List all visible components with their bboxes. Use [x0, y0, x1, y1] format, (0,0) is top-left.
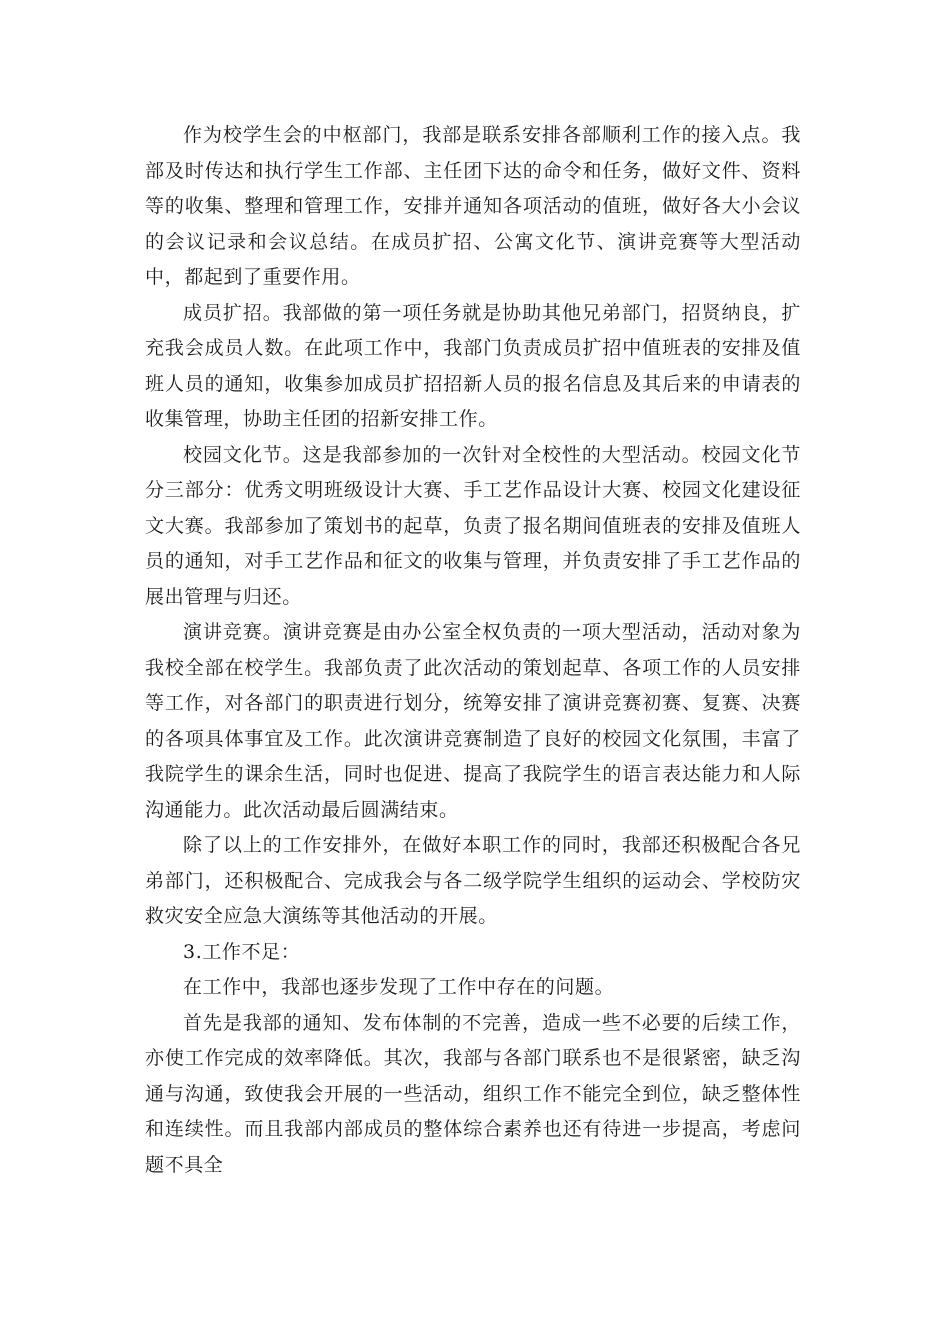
paragraph-other-activities: 除了以上的工作安排外，在做好本职工作的同时，我部还积极配合各兄弟部门，还积极配合、完成我会与各二级学院学生组织的运动会、学校防灾救灾安全应急大演练等其他活动的开展。 — [145, 834, 801, 927]
paragraph-intro: 作为校学生会的中枢部门，我部是联系安排各部顺利工作的接入点。我部及时传达和执行学生工作部、主任团下达的命令和任务，做好文件、资料等的收集、整理和管理工作，安排并通知各项活动的值班，做好各大小会议的会议记录和会议总结。在成员扩招、公寓文化节、演讲竞赛等大型活动中，都起到了重要作用。 — [145, 124, 801, 288]
document-page — [145, 118, 801, 1183]
section-heading-shortcomings: 3.工作不足： — [183, 940, 301, 963]
paragraph-problems-detail: 首先是我部的通知、发布体制的不完善，造成一些不必要的后续工作，亦使工作完成的效率降低。其次，我部与各部门联系也不是很紧密，缺乏沟通与沟通，致使我会开展的一些活动，组织工作不能完全到位，缺乏整体性和连续性。而且我部内部成员的整体综合素养也还有待进一步提高，考虑问题不具全 — [145, 1011, 801, 1176]
paragraph-campus-culture-festival: 校园文化节。这是我部参加的一次针对全校性的大型活动。校园文化节分三部分：优秀文明班级设计大赛、手工艺作品设计大赛、校园文化建设征文大赛。我部参加了策划书的起草，负责了报名期间值班表的安排及值班人员的通知，对手工艺作品和征文的收集与管理，并负责安排了手工艺作品的展出管理与归还。 — [145, 443, 801, 608]
paragraph-speech-contest: 演讲竞赛。演讲竞赛是由办公室全权负责的一项大型活动，活动对象为我校全部在校学生。我部负责了此次活动的策划起草、各项工作的人员安排等工作，对各部门的职责进行划分，统筹安排了演讲竞赛初赛、复赛、决赛的各项具体事宜及工作。此次演讲竞赛制造了良好的校园文化氛围，丰富了我院学生的课余生活，同时也促进、提高了我院学生的语言表达能力和人际沟通能力。此次活动最后圆满结束。 — [145, 621, 801, 821]
paragraph-problems-intro: 在工作中，我部也逐步发现了工作中存在的问题。 — [183, 976, 615, 998]
paragraph-member-recruitment: 成员扩招。我部做的第一项任务就是协助其他兄弟部门，招贤纳良，扩充我会成员人数。在此项工作中，我部门负责成员扩招中值班表的安排及值班人员的通知，收集参加成员扩招招新人员的报名信息及其后来的申请表的收集管理，协助主任团的招新安排工作。 — [145, 301, 801, 430]
